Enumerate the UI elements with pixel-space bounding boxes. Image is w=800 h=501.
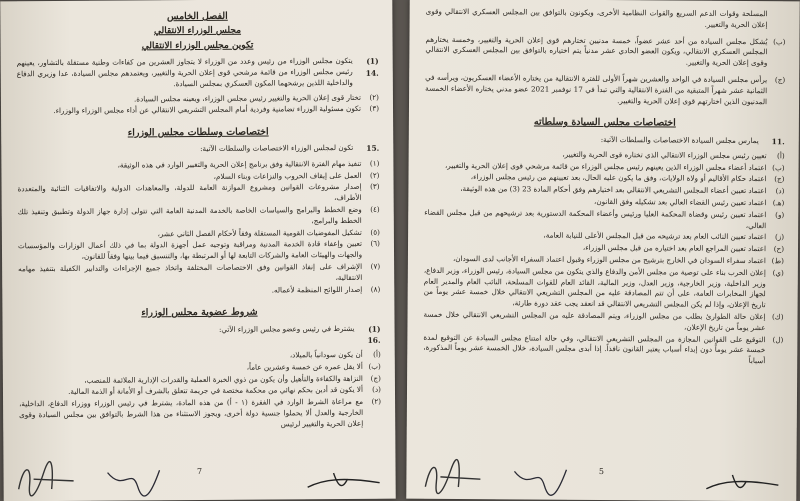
item-text: ألا يكون قد أدين بحكم نهائي من محكمة مختصة في جريمة تتعلق بالشرف أو الأمانة أو الذمة المالية. (68, 385, 364, 397)
item-text: اعتماد تعيين رئيس القضاء العالي بعد تشكيله وفق القانون، (594, 196, 767, 208)
article-number: .11 (771, 136, 785, 146)
item-text: إصدار اللوائح المنظمة لأعماله. (271, 284, 363, 294)
article-number: .15 (366, 144, 380, 154)
item-text: ألا يقل عمره عن خمسة وعشرين عاماً، (246, 361, 363, 372)
item-mark: (٥) (370, 227, 380, 237)
article-number: (1) .16 (367, 324, 381, 345)
item-mark: (ج) (774, 75, 786, 85)
list-item (424, 208, 784, 232)
article-number: (1) .14 (365, 56, 379, 78)
list-item (425, 34, 785, 69)
page-content (16, 7, 381, 472)
item-text: تشكيل المفوضيات القومية المستقلة وفقاً لأحكام الفصل الثاني عشر، (157, 227, 362, 238)
article-text: يمارس مجلس السيادة الاختصاصات والسلطات الآتية: (600, 134, 759, 145)
article-16 (19, 323, 381, 348)
page-content (422, 7, 785, 472)
item-mark: (٧) (370, 261, 381, 271)
signature-1 (420, 457, 490, 497)
item-text: إصدار مشروعات القوانين ومشروع الموازنة العامة للدولة، والمعاهدات الدولية والاتفاقيات الثنائية والمتعددة الأطراف، (17, 182, 362, 203)
item-mark: (٤) (370, 204, 380, 214)
item-mark: (ج) (774, 174, 785, 184)
item-text: اعتماد تعيين أعضاء المجلس التشريعي الانتقالي بعد اختيارهم وفق أحكام المادة 23 (3) من هذه الوثيقة، (460, 184, 767, 196)
item-mark: (٨) (370, 284, 381, 294)
list-item (423, 310, 783, 334)
item-mark: (د) (775, 186, 785, 196)
article-15 (17, 143, 379, 157)
item-text: مع مراعاة الشرط الوارد في الفقرة (١ - أ) من هذه المادة، يشترط في رئيس الوزراء ووزراء الدفاع، الداخلية، الخارجية والعدل ألا يحملوا جنسية دولة أخرى، ويجوز الاستثناء من هذا الشرط بالتوافق بين مجلس السيادة وقوى إعلان الحرية والتغيير لرئيس (19, 397, 364, 429)
item-text: تختار قوى إعلان الحرية والتغيير رئيس مجلس الوزراء، ويعينه مجلس السيادة. (133, 92, 361, 104)
list-item (423, 332, 783, 367)
item-mark: (١) (369, 158, 380, 168)
document-page-7 (0, 0, 395, 501)
item-text: اعتماد سفراء السودان في الخارج بترشيح من مجلس الوزراء وقبول اعتماد السفراء الأجانب لدى السودان، (452, 254, 766, 266)
list-item (19, 397, 381, 432)
article-text: تكون لمجلس الوزراء الاختصاصات والسلطات الآتية: (200, 143, 354, 154)
list-item (18, 182, 380, 206)
signature-3 (304, 467, 384, 498)
item-mark: (٢) (369, 170, 380, 180)
item-text: تعيين رئيس مجلس الوزراء الانتقالي الذي تختاره قوى الحرية والتغيير، (562, 149, 767, 161)
list-item (426, 7, 786, 31)
item-text: اعتماد تعيين رئيس وقضاة المحكمة العليا ورئيس وأعضاء المحكمة الدستورية بعد ترشيحهم من قبل مجلس القضاء العالي، (424, 207, 767, 230)
item-text: تكون مسئولية الوزراء تضامنية وفردية أمام المجلس التشريعي الانتقالي عن أداء مجلس الوزراء والوزراء. (53, 104, 362, 116)
item-text: وضع الخطط والبرامج والسياسات الخاصة بالخدمة المدنية العامة التي تتولى إدارة جهاز الدولة وتطبيق وتنفيذ تلك الخطط والبرامج، (17, 204, 362, 225)
item-mark: (ك) (771, 312, 784, 322)
item-text: اعتماد تعيين المراجع العام بعد اختياره من قبل مجلس الوزراء، (582, 243, 767, 254)
list-item (18, 205, 380, 229)
list-item (17, 104, 379, 117)
item-mark: (أ) (373, 349, 381, 359)
item-text: النزاهة والكفاءة والتأهيل وأن يكون من ذوي الخبرة العملية والقدرات الإدارية الملائمة للمنصب، (84, 373, 363, 385)
item-text: الإشراف على إنفاذ القوانين وفق الاختصاصات المختلفة واتخاذ جميع الإجراءات والتدابير الكفيلة بتنفيذ مهامه الانتقالية، (18, 261, 363, 282)
list-item (18, 239, 380, 263)
list-item (18, 284, 380, 297)
item-mark: (ج) (370, 373, 381, 383)
list-item (18, 262, 380, 286)
item-mark: (ب) (773, 36, 786, 46)
item-mark: (ح) (773, 244, 785, 254)
item-text: اعتماد أعضاء مجلس الوزراء الذين يعينهم رئيس مجلس الوزراء من قائمة مرشحي قوى إعلان الحرية والتغيير، (444, 160, 767, 172)
section-title-membership: شروط عضوية مجلس الوزراء (141, 306, 258, 319)
item-mark: (٣) (369, 104, 380, 114)
item-text: يرأس مجلس السيادة في الواحد والعشرين شهراً الأولى للفترة الانتقالية من يختاره الأعضاء العسكريون، ويرأسه في الثمانية عشر شهراً المتبقية من الفترة الانتقالية والتي تبدأ في 17 نوفمبر 2021 عضو مدني يختاره الأعضاء الخمسة المدنيون الذين اختارتهم قوى إعلان الحرية والتغيير. (425, 72, 768, 106)
item-text: التوقيع على القوانين المجازة من المجلس التشريعي الانتقالي، وفي حالة امتناع مجلس السيادة عن التوقيع لمدة خمسة عشر يوماً دون إبداء أسباب يعتبر القانون نافذاً. إذا أبدى مجلس السيادة، خلال الخمسة عشر يوماً المذكورة، أسباباً (423, 332, 766, 366)
chapter-title: الفصل الخامس (166, 10, 228, 23)
item-text: تنفيذ مهام الفترة الانتقالية وفق برنامج إعلان الحرية والتغيير الوارد في هذه الوثيقة، (117, 158, 362, 170)
section-title-sovereignty-powers: اختصاصات مجلس السيادة وسلطاته (533, 116, 676, 129)
page-number: 7 (196, 466, 203, 477)
item-text: يُشكل مجلس السيادة من أحد عشر عضواً، خمسة مدنيين تختارهم قوى إعلان الحرية والتغيير، وخمسة يختارهم المجلس العسكري الانتقالي، ويكون العضو الحادي عشر مدنياً يتم اختياره بالتوافق بين المجلس العسكري الانتقالي وقوى إعلان الحرية والتغيير. (425, 34, 768, 68)
signature-2 (103, 462, 163, 498)
article-text: يشترط في رئيس وعضو مجلس الوزراء الآتي: (218, 323, 355, 334)
item-text: المسلحة وقوات الدعم السريع والقوات النظامية الأخرى، ويكونون بالتوافق بين المجلس العسكري الانتقالي وقوى إعلان الحرية والتغيير. (425, 6, 768, 29)
item-mark: (أ) (777, 151, 785, 161)
item-text: أن يكون سودانياً بالميلاد، (289, 349, 363, 360)
item-mark: (د) (372, 385, 382, 395)
item-mark: (ي) (772, 268, 784, 278)
article-text: يتكون مجلس الوزراء من رئيس وعدد من الوزراء لا يتجاوز العشرين من كفاءات وطنية مستقلة بالتشاور، يعينهم رئيس مجلس الوزراء من قائمة مرشحي قوى إعلان الحرية والتغيير، ويعتمدهم مجلس السيادة، عدا وزيري الدفاع والداخلية اللذين يرشحهما المكون العسكري بمجلس السيادة. (16, 56, 353, 89)
item-mark: (٢) (371, 396, 382, 407)
signature-1 (13, 459, 83, 499)
item-mark: (ل) (772, 334, 784, 344)
item-text: إعلان الحرب بناء على توصية من مجلس الأمن والدفاع والذي يتكون من مجلس السيادة، رئيس الوزراء، وزير الدفاع، وزير الداخلية، وزير الخارجية، وزير العدل، وزير المالية، القائد العام للقوات المسلحة، النائب العام والمدير العام لجهاز المخابرات العامة، على أن تتم المصادقة عليه من المجلس التشريعي الانتقالي خلال خمسة عشر يوماً من تاريخ الإعلان، وإذا لم يكن المجلس التشريعي الانتقالي قد انعقد يجب عقد دورة طارئة، (423, 265, 766, 310)
list-item (425, 73, 785, 108)
item-mark: (٦) (370, 239, 380, 249)
section-title-formation: تكوين مجلس الوزراء الانتقالي (141, 40, 254, 52)
item-mark: (ط) (771, 256, 784, 266)
signature-2 (510, 461, 570, 497)
item-text: اعتماد تعيين النائب العام بعد ترشيحه من قبل المجلس الأعلى للنيابة العامة، (543, 231, 767, 242)
item-mark: (هـ) (772, 198, 785, 208)
item-mark: (و) (775, 210, 785, 220)
signature-3 (702, 469, 782, 500)
section-title-powers: اختصاصات وسلطات مجلس الوزراء (127, 126, 269, 139)
item-mark: (ب) (772, 162, 785, 172)
item-mark: (ب) (368, 361, 381, 371)
chapter-subtitle: مجلس الوزراء الانتقالي (153, 25, 242, 37)
item-mark: (٢) (369, 92, 379, 102)
document-page-5 (406, 0, 799, 501)
page-number: 5 (598, 466, 605, 477)
item-text: إعلان حالة الطوارئ بطلب من مجلس الوزراء، ويتم المصادقة عليه من المجلس التشريعي الانتقالي خلال خمسة عشر يوماً من تاريخ الإعلان، (423, 309, 766, 332)
item-mark: (ز) (774, 232, 785, 242)
item-text: العمل على إيقاف الحروب والنزاعات وبناء السلام، (213, 170, 362, 181)
item-text: تعيين وإعفاء قادة الخدمة المدنية ومراقبة وتوجيه عمل أجهزة الدولة بما في ذلك أعمال الوزارات والمؤسسات والجهات والهيئات العامة والشركات التابعة لها أو المرتبطة بها، والتنسيق فيما بينها وفقاً للقانون، (17, 239, 363, 261)
article-11 (425, 133, 785, 147)
item-text: اعتماد حكام الأقاليم أو ولاة الولايات، وفق ما يكون عليه الحال، بعد تعيينهم من رئيس مجلس الوزراء، (470, 172, 767, 184)
list-item (424, 266, 784, 312)
article-14 (17, 56, 379, 91)
item-mark: (٣) (370, 182, 380, 192)
